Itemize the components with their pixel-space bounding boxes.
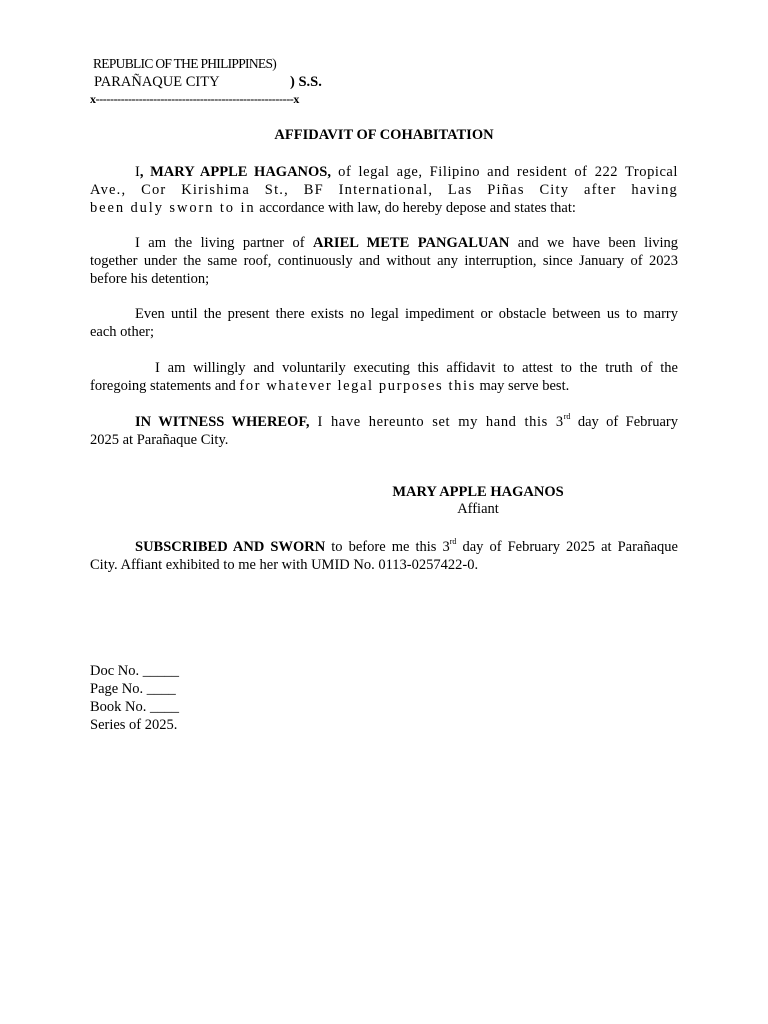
page-no: Page No. ____ bbox=[90, 681, 176, 697]
paragraph-witness: IN WITNESS WHEREOF, I have hereunto set my hand this 3rd day of February 2025 at Parañaque City. bbox=[90, 412, 679, 448]
affiant-i: I bbox=[135, 164, 140, 180]
paragraph-jurat: SUBSCRIBED AND SWORN to before me this 3rd day of February 2025 at Parañaque City. Affiant exhibited to me her with UMID No. 0113-0257422-0. bbox=[90, 537, 678, 573]
venue-city-line bbox=[94, 74, 322, 91]
book-no: Book No. ____ bbox=[90, 699, 180, 715]
paragraph-partner: I am the living partner of ARIEL METE PANGALUAN and we have been living together under the same roof, continuously and without any interruption, since January of 2023 before his detention; bbox=[90, 235, 679, 287]
venue-separator: x-------------------------------------------------------x bbox=[90, 92, 299, 106]
paragraph-no-impediment: Even until the present there exists no legal impediment or obstacle between us to marry each other; bbox=[90, 306, 678, 340]
document-title: AFFIDAVIT OF COHABITATION bbox=[274, 127, 494, 143]
partner-name: ARIEL METE PANGALUAN bbox=[312, 235, 510, 251]
paragraph-purpose: I am willingly and voluntarily executing this affidavit to attest to the truth of the foregoing statements and for whatever legal purposes this may serve best. bbox=[90, 360, 678, 394]
subscribed-sworn: SUBSCRIBED AND SWORN bbox=[135, 539, 326, 555]
venue-republic: REPUBLIC OF THE PHILIPPINES) bbox=[93, 56, 277, 71]
venue-ss: ) S.S. bbox=[290, 74, 322, 90]
witness-whereof: IN WITNESS WHEREOF, bbox=[135, 414, 310, 430]
doc-no: Doc No. _____ bbox=[90, 663, 180, 679]
series: Series of 2025. bbox=[90, 717, 178, 733]
affiant-role: Affiant bbox=[457, 501, 499, 517]
notarial-register bbox=[90, 662, 179, 734]
affiant-name: MARY APPLE HAGANOS bbox=[392, 484, 564, 500]
affiant-signature-block bbox=[388, 484, 568, 518]
venue-city: PARAÑAQUE CITY bbox=[94, 74, 220, 90]
paragraph-affiant-intro: I, MARY APPLE HAGANOS, of legal age, Filipino and resident of 222 Tropical Ave., Cor Kirishima St., BF International, Las Piñas City after having been duly sworn to in accordance with law, do hereby depose and states that: bbox=[90, 164, 678, 216]
affiant-name-inline: , MARY APPLE HAGANOS, bbox=[139, 164, 332, 180]
